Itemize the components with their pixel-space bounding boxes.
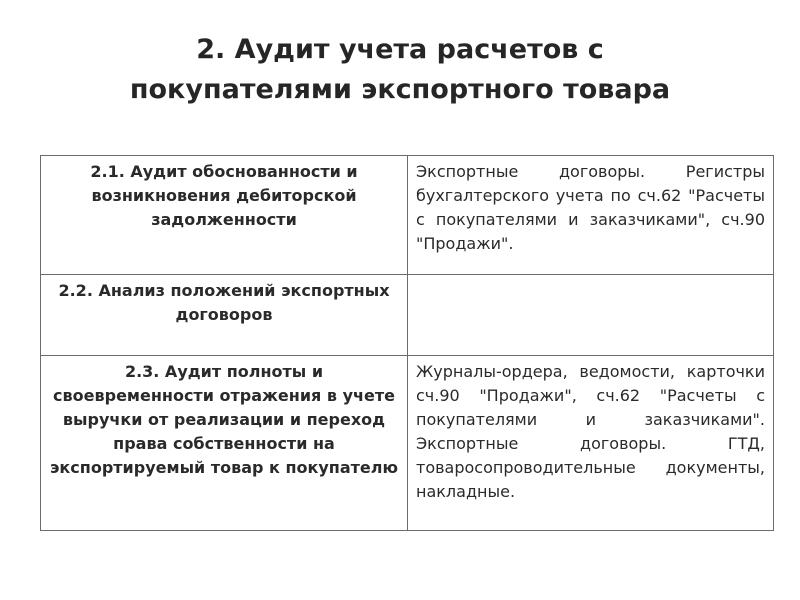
table-row <box>41 156 774 275</box>
audit-stage-cell <box>41 156 408 275</box>
slide-title-line-2: покупателями экспортного товара <box>129 74 671 105</box>
table-row <box>41 275 774 356</box>
audit-stage-text: 2.3. Аудит полноты и своевременности отражения в учете выручки от реализации и переход права собственности на экспортируемый товар к покупателю <box>49 362 399 477</box>
audit-sources-text: Журналы-ордера, ведомости, карточки сч.90 "Продажи", сч.62 "Расчеты с покупателями и заказчиками". Экспортные договоры. ГТД, товаросопроводительные документы, накладные. <box>416 362 765 501</box>
audit-stage-cell <box>41 356 408 531</box>
audit-sources-text: Экспортные договоры. Регистры бухгалтерского учета по сч.62 "Расчеты с покупателями и заказчиками", сч.90 "Продажи". <box>416 162 765 253</box>
audit-sources-cell <box>408 275 774 356</box>
audit-stage-text: 2.2. Анализ положений экспортных договоров <box>58 281 390 324</box>
audit-sources-cell <box>408 356 774 531</box>
audit-stage-cell <box>41 275 408 356</box>
audit-stage-text: 2.1. Аудит обоснованности и возникновения дебиторской задолженности <box>90 162 358 229</box>
audit-table <box>40 155 774 531</box>
table-row <box>41 356 774 531</box>
slide-title-line-1: 2. Аудит учета расчетов с <box>196 34 604 65</box>
slide-title <box>40 30 760 110</box>
audit-sources-cell <box>408 156 774 275</box>
